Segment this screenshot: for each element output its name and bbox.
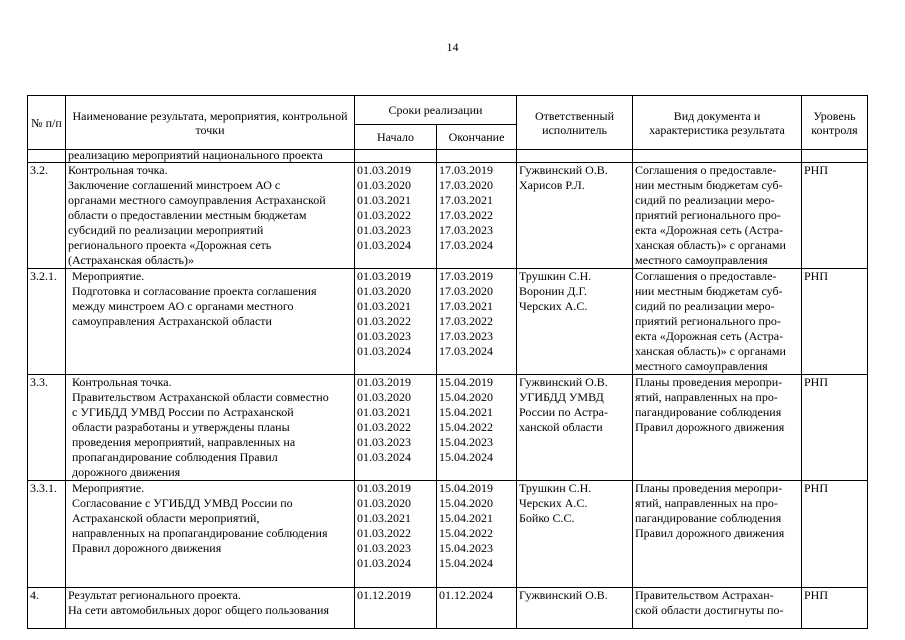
cell-doc	[633, 588, 802, 629]
cell-start	[355, 481, 437, 588]
end-line: 15.04.2024	[439, 556, 493, 570]
name-line: органами местного самоуправления Астраханской	[68, 193, 326, 207]
header-document: Вид документа и характеристика результата	[633, 96, 802, 150]
start-line: 01.03.2020	[357, 284, 411, 298]
end-line: 01.12.2024	[439, 588, 493, 602]
start-line: 01.03.2024	[357, 556, 411, 570]
name-line: дорожного движения	[72, 465, 181, 479]
cell-name	[66, 588, 355, 629]
doc-line: местного самоуправления	[635, 253, 768, 267]
cell-end	[437, 163, 517, 269]
name-line: самоуправления Астраханской области	[72, 314, 272, 328]
end-line: 17.03.2024	[439, 238, 493, 252]
end-line: 15.04.2021	[439, 511, 493, 525]
header-end: Окончание	[437, 125, 517, 150]
name-line: Результат регионального проекта.	[68, 588, 241, 602]
start-line: 01.03.2021	[357, 193, 411, 207]
doc-line: Правительством Астрахан-	[635, 588, 774, 602]
start-line: 01.03.2020	[357, 496, 411, 510]
doc-line: нии местным бюджетам суб-	[635, 178, 783, 192]
doc-line: ханская область)» с органами	[635, 238, 786, 252]
table-row	[28, 269, 868, 375]
start-line: 01.12.2019	[357, 588, 411, 602]
responsible-line: Бойко С.С.	[519, 511, 575, 525]
cell-name	[66, 269, 355, 375]
start-line: 01.03.2021	[357, 511, 411, 525]
name-line: направленных на пропагандирование соблюдения	[72, 526, 328, 540]
responsible-line: Трушкин С.Н.	[519, 269, 592, 283]
responsible-line: Гужвинский О.В.	[519, 588, 608, 602]
end-line: 15.04.2021	[439, 405, 493, 419]
end-line: 15.04.2020	[439, 390, 493, 404]
name-line: субсидий по реализации мероприятий	[68, 223, 264, 237]
end-line: 15.04.2023	[439, 541, 493, 555]
cell-num: 4.	[28, 588, 66, 629]
doc-line: екта «Дорожная сеть (Астра-	[635, 223, 784, 237]
cell-end	[437, 481, 517, 588]
end-line: 17.03.2022	[439, 208, 493, 222]
cell-name	[66, 481, 355, 588]
end-line: 15.04.2024	[439, 450, 493, 464]
start-line: 01.03.2024	[357, 344, 411, 358]
cell-name	[66, 163, 355, 269]
end-line: 17.03.2023	[439, 329, 493, 343]
responsible-line: Черских А.С.	[519, 299, 588, 313]
start-line: 01.03.2019	[357, 481, 411, 495]
start-line: 01.03.2022	[357, 314, 411, 328]
responsible-line: ханской области	[519, 420, 603, 434]
end-line: 15.04.2019	[439, 481, 493, 495]
cell-start	[355, 269, 437, 375]
start-line: 01.03.2022	[357, 208, 411, 222]
name-line: регионального проекта «Дорожная сеть	[68, 238, 272, 252]
end-line: 15.04.2020	[439, 496, 493, 510]
table-row	[28, 481, 868, 588]
start-line: 01.03.2022	[357, 526, 411, 540]
cell-level: РНП	[802, 588, 868, 629]
implementation-plan-table	[27, 95, 868, 629]
doc-line: Правил дорожного движения	[635, 420, 785, 434]
responsible-line: Гужвинский О.В.	[519, 375, 608, 389]
doc-line: сидий по реализации меро-	[635, 299, 775, 313]
header-name: Наименование результата, мероприятия, контрольной точки	[66, 96, 355, 150]
responsible-line: Харисов Р.Л.	[519, 178, 585, 192]
continuation-name: реализацию мероприятий национального проекта	[66, 150, 355, 163]
responsible-line: Черских А.С.	[519, 496, 588, 510]
end-line: 17.03.2022	[439, 314, 493, 328]
name-line: области разработаны и утверждены планы	[72, 420, 290, 434]
doc-line: Планы проведения меропри-	[635, 481, 783, 495]
doc-line: местного самоуправления	[635, 359, 768, 373]
name-line: Согласование с УГИБДД УМВД России по	[72, 496, 293, 510]
header-responsible: Ответственный исполнитель	[517, 96, 633, 150]
header-num: № п/п	[28, 96, 66, 150]
start-line: 01.03.2019	[357, 269, 411, 283]
cell-num: 3.2.	[28, 163, 66, 269]
name-line: Контрольная точка.	[68, 163, 168, 177]
cell-num: 3.2.1.	[28, 269, 66, 375]
doc-line: пагандирование соблюдения	[635, 511, 782, 525]
cell-responsible	[517, 269, 633, 375]
name-line: Контрольная точка.	[72, 375, 172, 389]
cell-end	[437, 375, 517, 481]
doc-line: сидий по реализации меро-	[635, 193, 775, 207]
start-line: 01.03.2024	[357, 238, 411, 252]
end-line: 17.03.2021	[439, 193, 493, 207]
table-row	[28, 375, 868, 481]
cell-level: РНП	[802, 269, 868, 375]
cell-num: 3.3.	[28, 375, 66, 481]
cell-responsible	[517, 588, 633, 629]
name-line: области о предоставлении местным бюджетам	[68, 208, 307, 222]
name-line: На сети автомобильных дорог общего пользования	[68, 603, 329, 617]
end-line: 17.03.2020	[439, 284, 493, 298]
start-line: 01.03.2023	[357, 223, 411, 237]
cell-end	[437, 588, 517, 629]
cell-level: РНП	[802, 375, 868, 481]
responsible-line: УГИБДД УМВД	[519, 390, 604, 404]
end-line: 17.03.2019	[439, 163, 493, 177]
doc-line: Планы проведения меропри-	[635, 375, 783, 389]
header-start: Начало	[355, 125, 437, 150]
doc-line: ханская область)» с органами	[635, 344, 786, 358]
start-line: 01.03.2019	[357, 163, 411, 177]
end-line: 17.03.2023	[439, 223, 493, 237]
doc-line: ятий, направленных на про-	[635, 496, 778, 510]
end-line: 15.04.2023	[439, 435, 493, 449]
start-line: 01.03.2022	[357, 420, 411, 434]
responsible-line: Трушкин С.Н.	[519, 481, 592, 495]
responsible-line: Гужвинский О.В.	[519, 163, 608, 177]
cell-start	[355, 163, 437, 269]
continuation-row	[28, 150, 868, 163]
start-line: 01.03.2024	[357, 450, 411, 464]
doc-line: ятий, направленных на про-	[635, 390, 778, 404]
start-line: 01.03.2023	[357, 435, 411, 449]
header-level: Уровень контроля	[802, 96, 868, 150]
doc-line: пагандирование соблюдения	[635, 405, 782, 419]
table-row	[28, 588, 868, 629]
doc-line: екта «Дорожная сеть (Астра-	[635, 329, 784, 343]
cell-num: 3.3.1.	[28, 481, 66, 588]
cell-responsible	[517, 375, 633, 481]
cell-start	[355, 588, 437, 629]
cell-end	[437, 269, 517, 375]
name-line: Заключение соглашений минстроем АО с	[68, 178, 281, 192]
name-line: (Астраханская область)»	[68, 253, 194, 267]
cell-responsible	[517, 481, 633, 588]
name-line: пропагандирование соблюдения Правил	[72, 450, 278, 464]
start-line: 01.03.2020	[357, 390, 411, 404]
cell-doc	[633, 375, 802, 481]
name-line: с УГИБДД УМВД России по Астраханской	[72, 405, 294, 419]
doc-line: приятий регионального про-	[635, 314, 781, 328]
doc-line: ской области достигнуты по-	[635, 603, 784, 617]
cell-level: РНП	[802, 481, 868, 588]
name-line: Мероприятие.	[72, 481, 145, 495]
end-line: 15.04.2019	[439, 375, 493, 389]
start-line: 01.03.2021	[357, 405, 411, 419]
end-line: 17.03.2020	[439, 178, 493, 192]
cell-name	[66, 375, 355, 481]
name-line: Правил дорожного движения	[72, 541, 222, 555]
end-line: 17.03.2021	[439, 299, 493, 313]
cell-doc	[633, 481, 802, 588]
start-line: 01.03.2023	[357, 541, 411, 555]
start-line: 01.03.2023	[357, 329, 411, 343]
page-number: 14	[446, 40, 459, 54]
table-row	[28, 163, 868, 269]
doc-line: приятий регионального про-	[635, 208, 781, 222]
start-line: 01.03.2019	[357, 375, 411, 389]
name-line: между минстроем АО с органами местного	[72, 299, 294, 313]
name-line: Правительством Астраханской области совместно	[72, 390, 329, 404]
doc-line: Соглашения о предоставле-	[635, 269, 777, 283]
end-line: 17.03.2019	[439, 269, 493, 283]
start-line: 01.03.2020	[357, 178, 411, 192]
header-dates: Сроки реализации	[355, 96, 517, 125]
end-line: 17.03.2024	[439, 344, 493, 358]
end-line: 15.04.2022	[439, 526, 493, 540]
cell-doc	[633, 269, 802, 375]
name-line: Подготовка и согласование проекта соглашения	[72, 284, 317, 298]
start-line: 01.03.2021	[357, 299, 411, 313]
name-line: проведения мероприятий, направленных на	[72, 435, 296, 449]
responsible-line: Воронин Д.Г.	[519, 284, 588, 298]
end-line: 15.04.2022	[439, 420, 493, 434]
doc-line: нии местным бюджетам суб-	[635, 284, 783, 298]
cell-level: РНП	[802, 163, 868, 269]
doc-line: Соглашения о предоставле-	[635, 163, 777, 177]
cell-start	[355, 375, 437, 481]
name-line: Астраханской области мероприятий,	[72, 511, 260, 525]
doc-line: Правил дорожного движения	[635, 526, 785, 540]
cell-doc	[633, 163, 802, 269]
responsible-line: России по Астра-	[519, 405, 608, 419]
cell-responsible	[517, 163, 633, 269]
name-line: Мероприятие.	[72, 269, 145, 283]
